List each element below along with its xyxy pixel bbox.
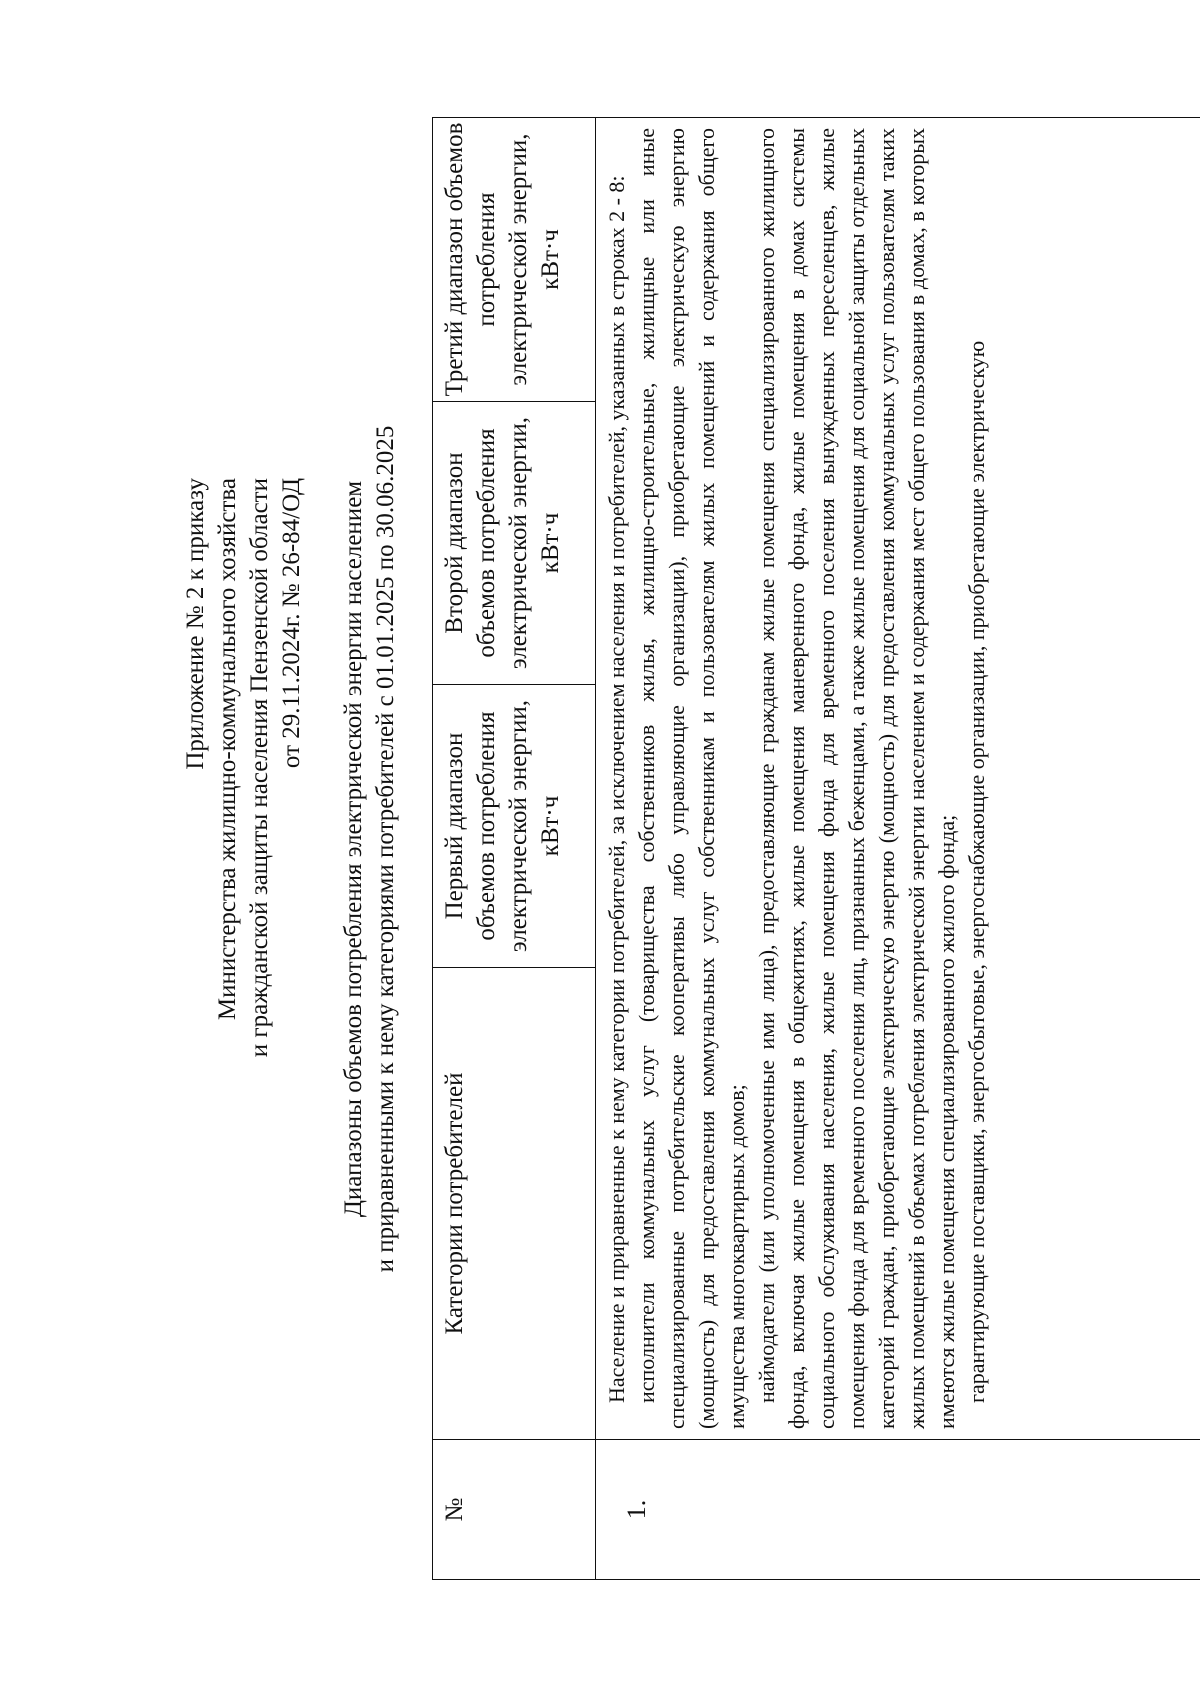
description-paragraph-2: исполнители коммунальных услуг (товарищества собственников жилья, жилищно-строительные, жилищные или иные специализированные потребительские кооперативы либо управляющие организации), приобретающие электрическую энергию (мощность) для предоставления коммунальных услуг собственникам и пользователям жилых помещений и содержания общего имущества многоквартирных домов;	[634, 128, 749, 1429]
header-num: №	[433, 1440, 596, 1580]
table-header-row	[433, 118, 596, 1580]
row-description	[596, 118, 1200, 1440]
title-line-1: Диапазоны объемов потребления электрической энергии населением	[340, 480, 367, 1218]
header-category: Категории потребителей	[433, 968, 596, 1440]
description-paragraph-1: Население и приравненные к нему категории потребителей, за исключением населения и потребителей, указанных в строках 2 - 8:	[604, 175, 629, 1403]
header-second-range: Второй диапазон объемов потребления электрической энергии, кВт·ч	[433, 402, 596, 685]
header-first-range: Первый диапазон объемов потребления электрической энергии, кВт·ч	[433, 685, 596, 968]
title-line-2: и приравненными к нему категориями потребителей с 01.01.2025 по 30.06.2025	[372, 425, 399, 1273]
table-row	[596, 118, 1200, 1580]
description-paragraph-4: гарантирующие поставщики, энергосбытовые, энергоснабжающие организации, приобретающие электрическую	[964, 340, 989, 1403]
approval-line-3: и гражданской защиты населения Пензенской области	[246, 478, 273, 1058]
consumption-ranges-table	[432, 117, 1200, 1580]
document-title	[338, 0, 402, 1698]
approval-line-4: от 29.11.2024г. № 26-84/ОД	[278, 478, 305, 769]
row-number: 1.	[596, 1440, 1200, 1580]
approval-line-2: Министерства жилищно-коммунального хозяйства	[214, 478, 241, 1021]
header-third-range: Третий диапазон объемов потребления электрической энергии, кВт·ч	[433, 118, 596, 402]
approval-block	[180, 478, 308, 1057]
approval-line-1: Приложение № 2 к приказу	[182, 478, 209, 770]
description-paragraph-3: наймодатели (или уполномоченные ими лица), предоставляющие гражданам жилые помещения специализированного жилищного фонда, включая жилые помещения в общежитиях, жилые помещения маневренного фонда, жилые помещения в домах системы социального обслуживания населения, жилые помещения фонда для временного поселения вынужденных переселенцев, жилые помещения фонда для временного поселения лиц, признанных беженцами, а также жилые помещения для социальной защиты отдельных категорий граждан, приобретающие электрическую энергию (мощность) для предоставления коммунальных услуг пользователям таких жилых помещений в объемах потребления электрической энергии населением и содержания мест общего пользования в домах, в которых имеются жилые помещения специализированного жилого фонда;	[754, 128, 959, 1429]
